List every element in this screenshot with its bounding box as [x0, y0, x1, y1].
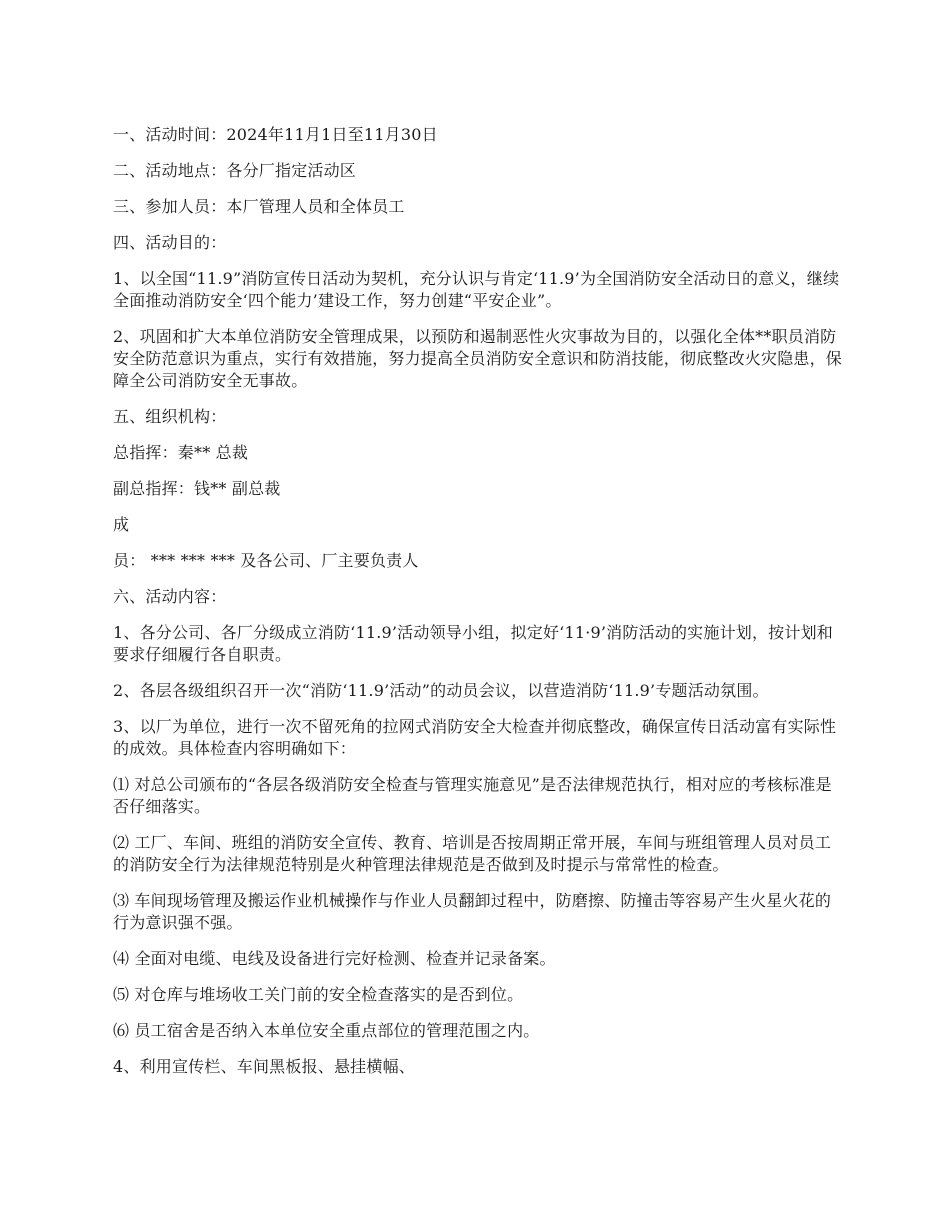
check-item-4: ⑷ 全面对电缆、电线及设备进行完好检测、检查并记录备案。: [113, 949, 556, 968]
section-heading-organization: 五、组织机构：: [113, 407, 227, 426]
check-item-5: ⑸ 对仓库与堆场收工关门前的安全检查落实的是否到位。: [113, 985, 524, 1004]
content-item-1: 1、各分公司、各厂分级成立消防‘11.9’活动领导小组，拟定好‘11·9’消防活动的实施计划，按计划和要求仔细履行各自职责。: [113, 623, 833, 664]
check-item-3: ⑶ 车间现场管理及搬运作业机械操作与作业人员翻卸过程中，防磨擦、防撞击等容易产生火星火花的行为意识强不强。: [113, 891, 832, 932]
members: 员： *** *** *** 及各公司、厂主要负责人: [113, 551, 419, 570]
check-item-2: ⑵ 工厂、车间、班组的消防安全宣传、教育、培训是否按周期正常开展，车间与班组管理人员对员工的消防安全行为法律规范特别是火种管理法律规范是否做到及时提示与常常性的检查。: [113, 833, 832, 874]
content-item-3: 3、以厂为单位，进行一次不留死角的拉网式消防安全大检查并彻底整改，确保宣传日活动富有实际性的成效。具体检查内容明确如下：: [113, 717, 837, 758]
document-body: [113, 124, 843, 1092]
activity-time: 一、活动时间：2024年11月1日至11月30日: [113, 125, 438, 144]
check-item-6: ⑹ 员工宿舍是否纳入本单位安全重点部位的管理范围之内。: [113, 1021, 540, 1040]
content-item-2: 2、各层各级组织召开一次“消防‘11.9’活动”的动员会议，以营造消防‘11.9’专题活动氛围。: [113, 681, 769, 700]
section-heading-purpose: 四、活动目的：: [113, 233, 227, 252]
members-label: 成: [113, 515, 130, 534]
commander: 总指挥：秦** 总裁: [113, 443, 249, 462]
check-item-1: ⑴ 对总公司颁布的“各层各级消防安全检查与管理实施意见”是否法律规范执行，相对应的考核标准是否仔细落实。: [113, 775, 832, 816]
content-item-4: 4、利用宣传栏、车间黑板报、悬挂横幅、: [113, 1057, 415, 1076]
purpose-item-1: 1、以全国“11.9”消防宣传日活动为契机，充分认识与肯定‘11.9’为全国消防安全活动日的意义，继续全面推动消防安全‘四个能力’建设工作，努力创建“平安企业”。: [113, 269, 840, 310]
participants: 三、参加人员：本厂管理人员和全体员工: [113, 197, 405, 216]
section-heading-content: 六、活动内容：: [113, 587, 227, 606]
deputy-commander: 副总指挥：钱** 副总裁: [113, 479, 281, 498]
purpose-item-2: 2、巩固和扩大本单位消防安全管理成果，以预防和遏制恶性火灾事故为目的，以强化全体**职员消防安全防范意识为重点，实行有效措施，努力提高全员消防安全意识和防消技能，彻底整改火灾隐患，保障全公司消防安全无事故。: [113, 327, 843, 390]
activity-location: 二、活动地点：各分厂指定活动区: [113, 161, 357, 180]
